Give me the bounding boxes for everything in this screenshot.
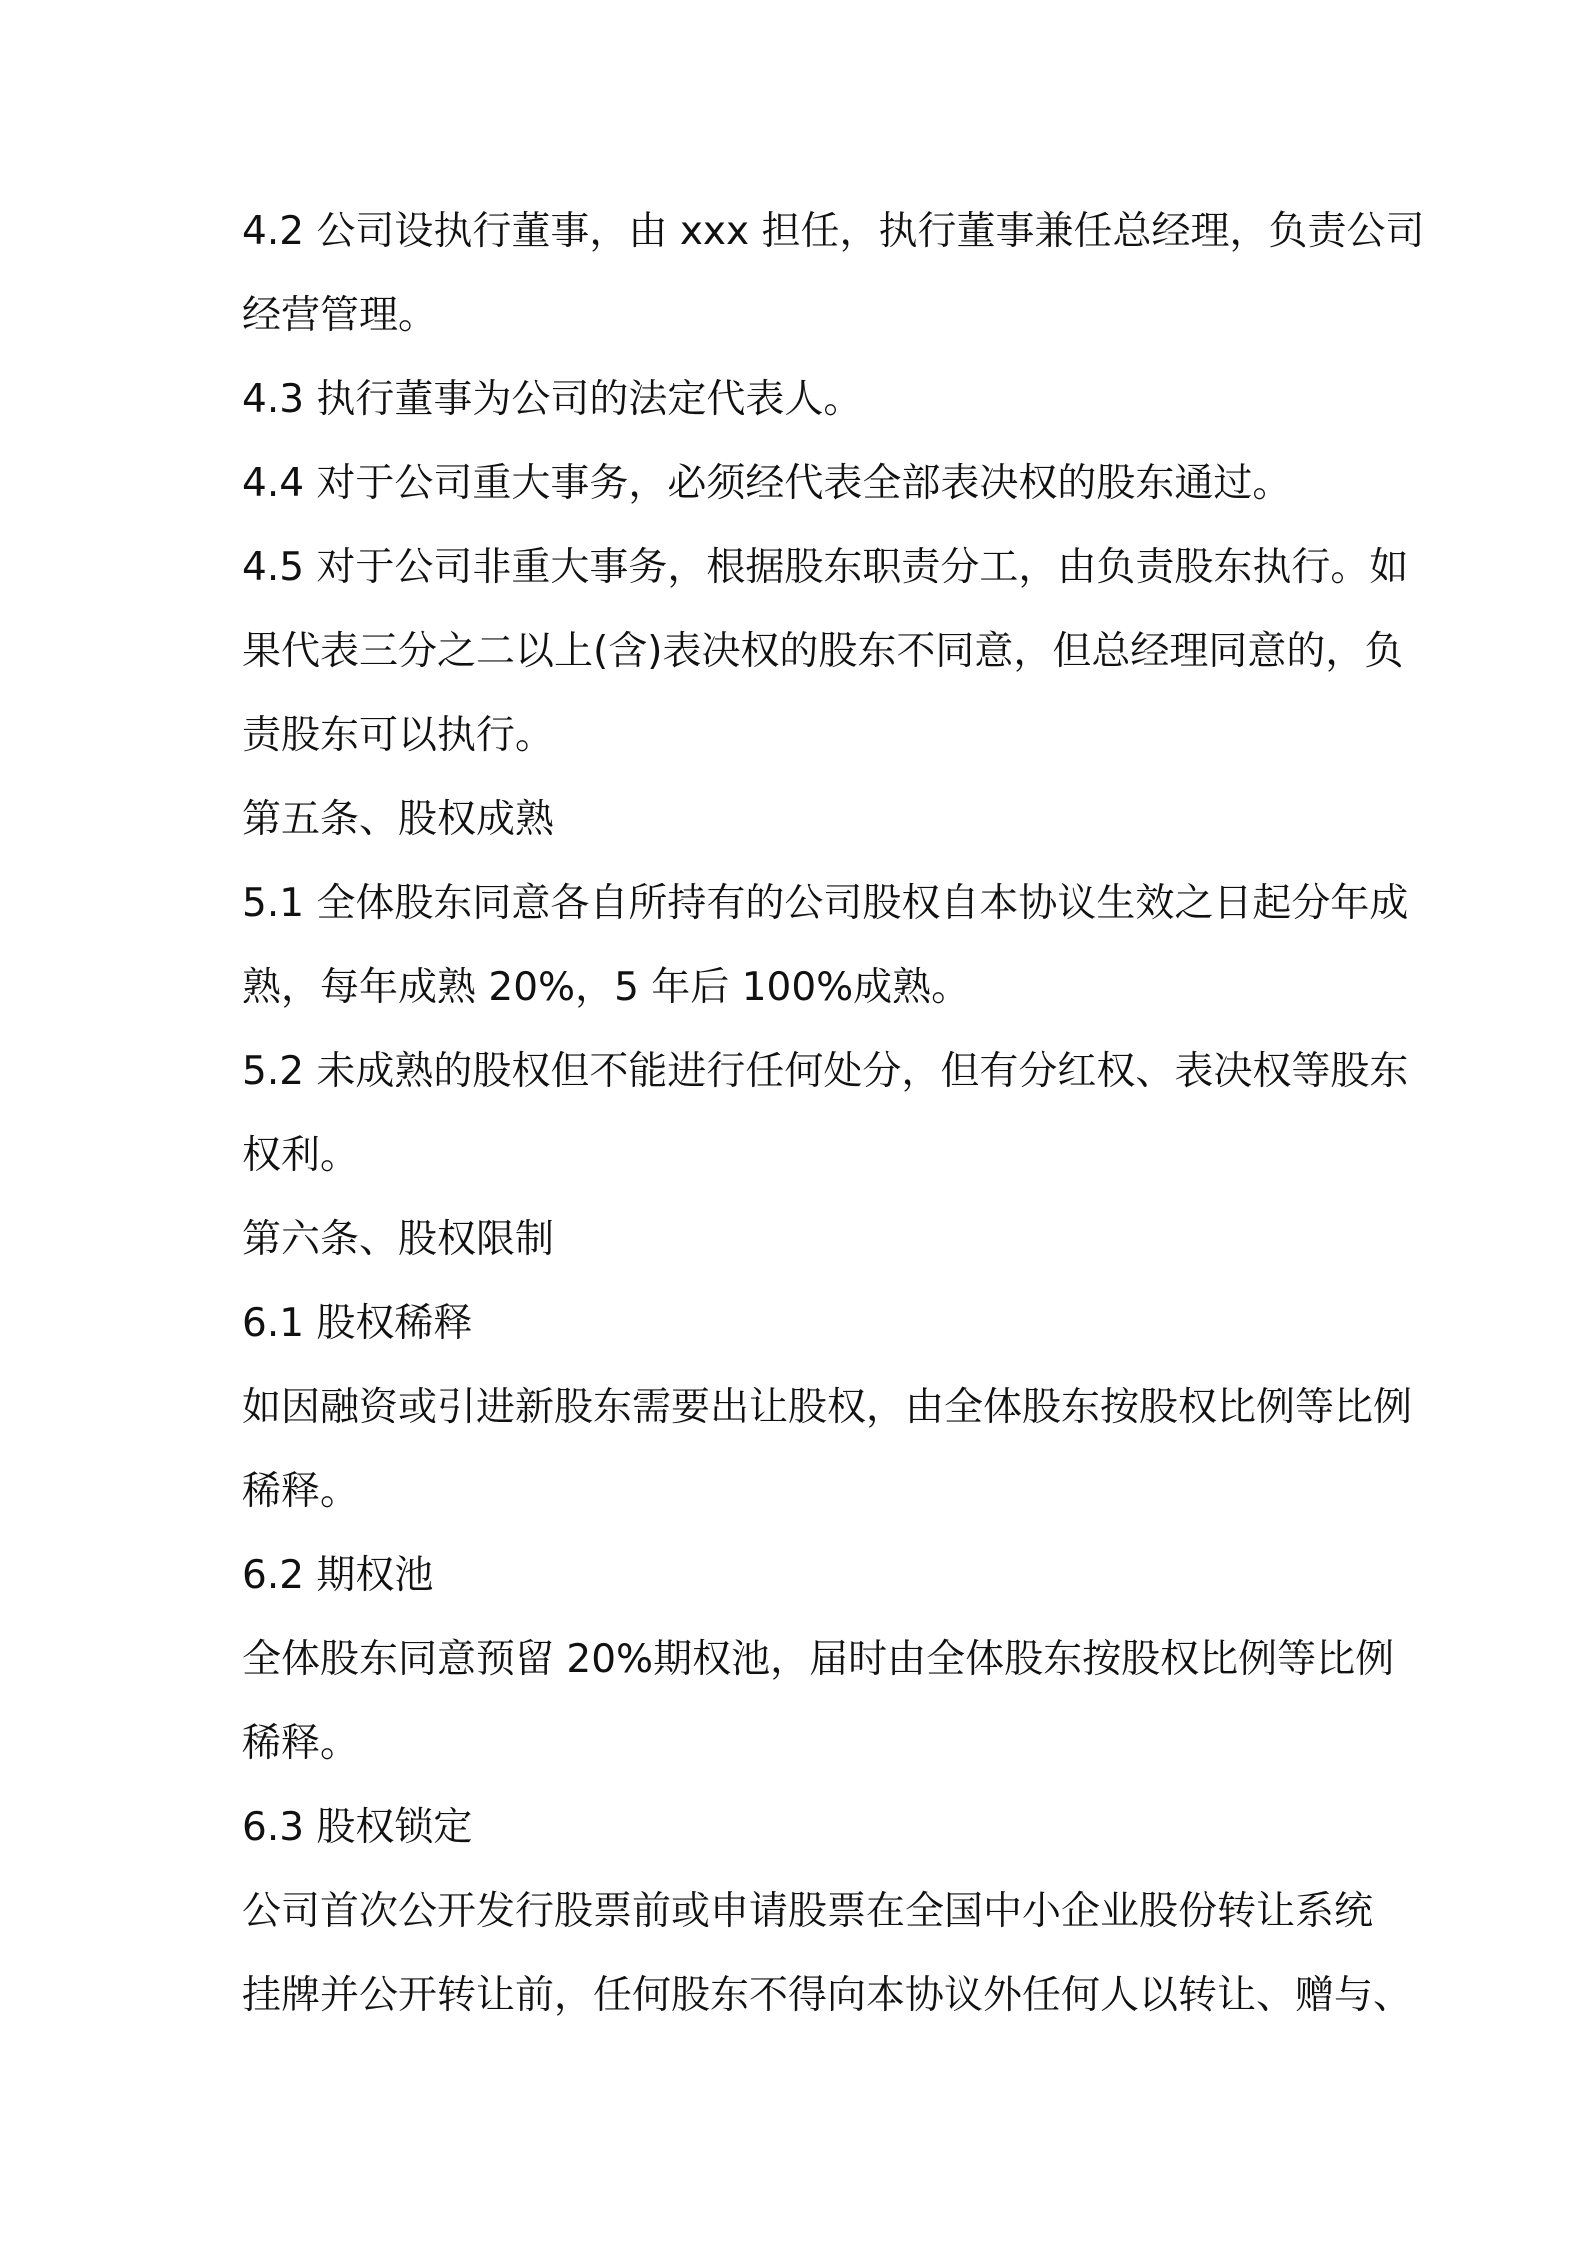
article-6-heading: 第六条、股权限制 (242, 1217, 555, 1262)
clause-4-5-line-3: 责股东可以执行。 (242, 713, 555, 758)
clause-4-2-line-2: 经营管理。 (242, 293, 438, 338)
article-5-heading: 第五条、股权成熟 (242, 797, 555, 842)
clause-5-2-line-2: 权利。 (242, 1133, 360, 1178)
clause-6-2-line-1: 全体股东同意预留 20%期权池，届时由全体股东按股权比例等比例 (242, 1637, 1395, 1682)
clause-6-3-line-1: 公司首次公开发行股票前或申请股票在全国中小企业股份转让系统 (242, 1889, 1374, 1934)
clause-5-1-line-2: 熟，每年成熟 20%，5 年后 100%成熟。 (242, 965, 971, 1010)
clause-6-1-heading: 6.1 股权稀释 (242, 1301, 473, 1346)
clause-4-4: 4.4 对于公司重大事务，必须经代表全部表决权的股东通过。 (242, 461, 1292, 506)
clause-5-1-line-1: 5.1 全体股东同意各自所持有的公司股权自本协议生效之日起分年成 (242, 881, 1409, 926)
clause-6-3-line-2: 挂牌并公开转让前，任何股东不得向本协议外任何人以转让、赠与、 (242, 1973, 1413, 2018)
clause-6-2-line-2: 稀释。 (242, 1721, 360, 1766)
clause-4-5-line-1: 4.5 对于公司非重大事务，根据股东职责分工，由负责股东执行。如 (242, 545, 1409, 590)
clause-5-2-line-1: 5.2 未成熟的股权但不能进行任何处分，但有分红权、表决权等股东 (242, 1049, 1409, 1094)
clause-4-2-line-1: 4.2 公司设执行董事，由 xxx 担任，执行董事兼任总经理，负责公司 (242, 209, 1425, 254)
clause-6-1-line-2: 稀释。 (242, 1469, 360, 1514)
clause-4-3: 4.3 执行董事为公司的法定代表人。 (242, 377, 863, 422)
clause-4-5-line-2: 果代表三分之二以上(含)表决权的股东不同意，但总经理同意的，负 (242, 629, 1404, 674)
clause-6-2-heading: 6.2 期权池 (242, 1553, 434, 1598)
clause-6-3-heading: 6.3 股权锁定 (242, 1805, 473, 1850)
clause-6-1-line-1: 如因融资或引进新股东需要出让股权，由全体股东按股权比例等比例 (242, 1385, 1413, 1430)
document-body (242, 190, 1425, 2038)
